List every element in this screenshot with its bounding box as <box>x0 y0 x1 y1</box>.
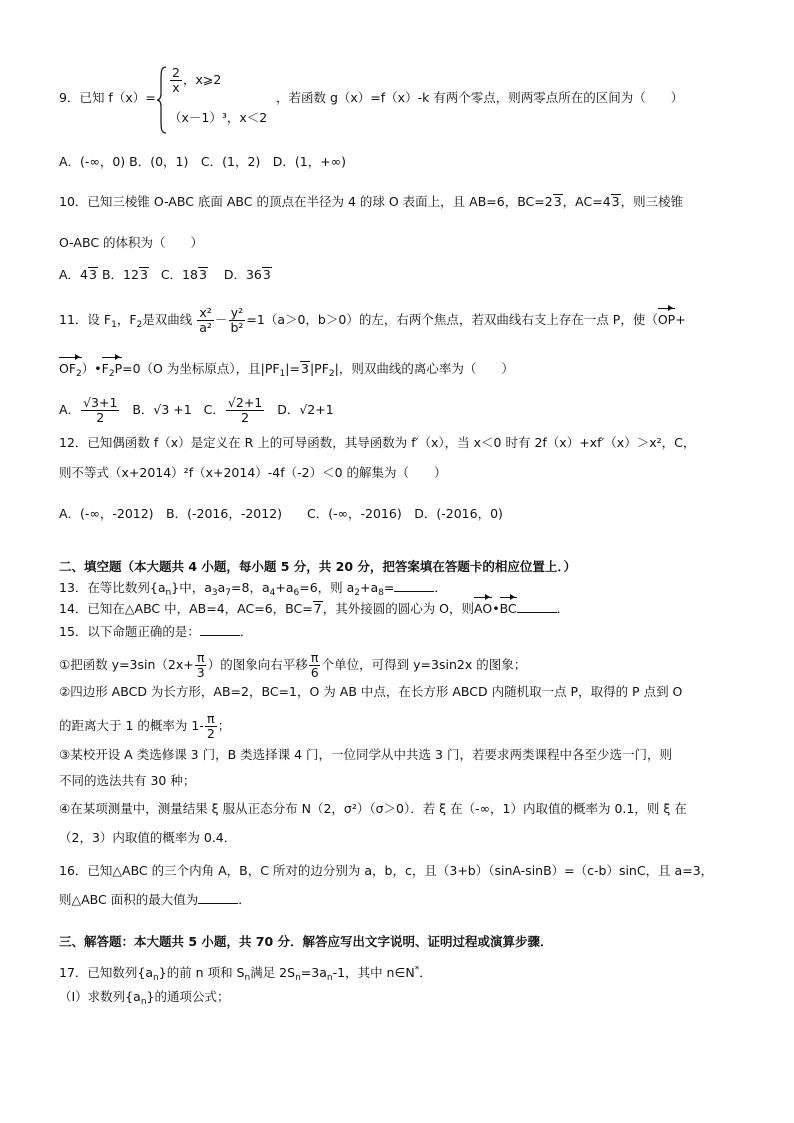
q10-opt-b: B．12 <box>101 267 139 282</box>
vector-ao: AO <box>474 601 493 616</box>
q9-piece2: （x－1）³，x＜2 <box>169 110 268 125</box>
sub-7: 7 <box>225 588 232 598</box>
sub-2: 2 <box>328 369 335 379</box>
q11-lead: 11．设 F <box>59 312 112 327</box>
frac-y2: y² <box>230 305 244 320</box>
q11-options <box>59 396 334 425</box>
sqrt-7: 7 <box>313 601 322 616</box>
q11-opt-d: D．√2+1 <box>277 402 334 417</box>
q13 <box>59 579 447 602</box>
frac-x2: x² <box>199 305 212 320</box>
q15-item1 <box>59 651 526 680</box>
q15-end: ． <box>239 624 253 639</box>
frac-pi: π <box>207 711 215 726</box>
q15-i1-a: ①把函数 y=3sin（2x+ <box>59 657 194 672</box>
q17-line2 <box>59 988 230 1011</box>
q10-opt-d: D．36 <box>223 267 262 282</box>
q17-f: ． <box>419 965 432 980</box>
q9-lead: 9．已知 f（x）= <box>59 90 156 105</box>
q17-g: }的通项公式； <box>146 989 230 1004</box>
q11-minus: － <box>214 312 228 327</box>
q15-item2-line1: ②四边形 ABCD 为长方形，AB=2，BC=1，O 为 AB 中点，在长方形 ABCD 内随机取一点 P，取得的 P 点到 O <box>59 684 683 699</box>
q16-line2-text: 则△ABC 面积的最大值为 <box>59 892 199 907</box>
answer-blank[interactable] <box>517 600 557 613</box>
q10-line1 <box>59 193 683 211</box>
frac-b2: b² <box>230 320 244 335</box>
sub-n: n <box>153 973 159 983</box>
sqrt-3: 3 <box>262 267 271 282</box>
frac-2: 2 <box>206 726 215 741</box>
q17-c: 满足 2S <box>250 965 296 980</box>
q11-opt-a-den: 2 <box>96 410 105 425</box>
q12-line1: 12．已知偶函数 f（x）是定义在 R 上的可导函数，其导函数为 f′（x），当 x＜0 时有 2f（x）+xf′（x）＞x²，C， <box>59 435 696 450</box>
vector-bc: BC <box>499 601 517 616</box>
sub-n: n <box>140 997 147 1007</box>
q17-e: -1，其中 n∈N <box>332 965 415 980</box>
q11-opt-b: B．√3 +1 <box>132 402 192 417</box>
q17-d: =3a <box>300 965 327 980</box>
of-text: OF <box>59 361 77 376</box>
q13-d: =8，a <box>231 580 270 595</box>
q15-item4-line2: （2，3）内取值的概率为 0.4． <box>59 830 237 845</box>
q14-dot: • <box>492 601 500 616</box>
q15-i2-a: 的距离大于 1 的概率为 1- <box>59 718 204 733</box>
q13-b: }中，a <box>171 580 212 595</box>
sub-2: 2 <box>136 320 143 330</box>
q11-line2 <box>59 360 514 383</box>
q13-f: =6，则 a <box>299 580 355 595</box>
q13-c: a <box>217 580 226 595</box>
q9-options: A．(-∞，0) B．(0，1) C．(1，2) D．(1，+∞) <box>59 154 346 169</box>
answer-blank[interactable] <box>200 623 240 636</box>
q16-end: ． <box>238 892 251 907</box>
q12-line2: 则不等式（x+2014）²f（x+2014）-4f（-2）＜0 的解集为（ ） <box>59 465 447 480</box>
q17-b: }的前 n 项和 S <box>158 965 245 980</box>
sub-n: n <box>326 973 333 983</box>
q11-rest: =1（a＞0，b＞0）的左，右两个焦点，若双曲线右支上存在一点 P，使（ <box>246 312 658 327</box>
f-text: F <box>101 361 109 376</box>
q11-opt-a-num: √3+1 <box>83 395 118 410</box>
frac-a2: a² <box>199 320 212 335</box>
sqrt-3: 3 <box>89 267 97 282</box>
sup-star: * <box>414 965 420 975</box>
answer-blank[interactable] <box>198 891 238 904</box>
frac-6: 6 <box>310 665 319 680</box>
q11-eq: |= <box>285 361 300 376</box>
q17-line1 <box>59 961 432 987</box>
q10-options <box>59 266 272 284</box>
q10-opt-c: C．18 <box>160 267 198 282</box>
pf1-text: PF <box>264 361 280 376</box>
q14-end: ． <box>556 601 570 616</box>
sub-n: n <box>165 588 172 598</box>
answer-blank[interactable] <box>394 579 434 592</box>
q10-part1: 10．已知三棱锥 O-ABC 底面 ABC 的顶点在半径为 4 的球 O 表面上，且 AB=6，BC=2 <box>59 194 553 209</box>
q10-opt-a: A．4 <box>59 267 89 282</box>
q11-line1 <box>59 306 686 335</box>
q15-i2-b: ； <box>217 718 231 733</box>
q16-line2 <box>59 891 251 909</box>
q12-options: A．(-∞，-2012) B．(-2016，-2012) C．(-∞，-2016) D．(-2016，0) <box>59 506 503 521</box>
q10-line2: O-ABC 的体积为（ ） <box>59 235 204 250</box>
q9-piece1-cond: ，x⩾2 <box>182 72 222 87</box>
q10-part3: ，则三棱锥 <box>620 194 684 209</box>
q17-a: 17．已知数列{a <box>59 965 154 980</box>
sqrt-3: 3 <box>300 361 309 376</box>
vector-of2 <box>59 360 82 383</box>
q11-opt-c-den: 2 <box>241 410 250 425</box>
q11-cond: =0（O 为坐标原点），且| <box>122 361 265 376</box>
q9-tail: ，若函数 g（x）=f（x）-k 有两个零点，则两零点所在的区间为（ ） <box>276 90 684 105</box>
frac-pi: π <box>310 650 319 665</box>
section3-heading: 三、解答题：本大题共 5 小题，共 70 分．解答应写出文字说明、证明过程或演算步骤． <box>59 934 553 949</box>
sqrt-3: 3 <box>611 194 620 209</box>
vector-f2p <box>102 360 122 383</box>
sub-2: 2 <box>108 369 115 379</box>
sub-n: n <box>295 973 301 983</box>
q16-line1: 16．已知△ABC 的三个内角 A，B，C 所对的边分别为 a，b，c，且（3+b）（sinA-sinB）=（c-b）sinC，且 a=3， <box>59 863 714 878</box>
sub-2: 2 <box>76 369 82 379</box>
sub-1: 1 <box>111 320 117 330</box>
q11-opt-a-label: A． <box>59 402 81 417</box>
q11-opt-c-label: C． <box>203 402 225 417</box>
q15-lead: 15．以下命题正确的是： <box>59 624 200 639</box>
frac-3: 3 <box>196 665 205 680</box>
q15-item4-line1: ④在某项测量中，测量结果 ξ 服从正态分布 N（2，σ²）（σ＞0）．若 ξ 在（-∞，1）内取值的概率为 0.1，则 ξ 在 <box>59 801 687 816</box>
q15-lead-line <box>59 623 252 641</box>
sub-6: 6 <box>293 588 300 598</box>
q13-a: 13．在等比数列{a <box>59 580 166 595</box>
q15-item3-line1: ③某校开设 A 类选修课 3 门，B 类选择课 4 门，一位同学从中共选 3 门，若要求两类课程中各至少选一门，则 <box>59 747 672 762</box>
vector-op: OP <box>657 312 676 327</box>
pf2-text: PF <box>314 361 329 376</box>
q15-i1-b: ）的图象向右平移 <box>207 657 308 672</box>
q14 <box>59 600 569 618</box>
sqrt-3: 3 <box>139 267 148 282</box>
q13-h: = <box>383 580 395 595</box>
q11-bar: | <box>309 361 315 376</box>
q11-comma: ，F <box>116 312 137 327</box>
q14-a: 14．已知在△ABC 中，AB=4，AC=6，BC= <box>59 601 313 616</box>
q13-g: +a <box>360 580 379 595</box>
q9-frac-den: x <box>172 80 180 95</box>
sub-8: 8 <box>378 588 384 598</box>
q11-dot: ）• <box>81 361 102 376</box>
q13-e: +a <box>275 580 294 595</box>
sub-n: n <box>244 973 251 983</box>
q10-part2: ，AC=4 <box>562 194 611 209</box>
sub-1: 1 <box>279 369 286 379</box>
q11-mid: 是双曲线 <box>142 312 193 327</box>
q15-i1-c: 个单位，可得到 y=3sin2x 的图象； <box>321 657 527 672</box>
q15-item2-line2 <box>59 712 230 741</box>
sqrt-3: 3 <box>553 194 562 209</box>
q15-item3-line2: 不同的选法共有 30 种； <box>59 773 196 788</box>
sub-3: 3 <box>211 588 218 598</box>
q13-end: ． <box>434 580 447 595</box>
q9-piece1 <box>169 66 221 95</box>
q11-ask: |，则双曲线的离心率为（ ） <box>334 361 514 376</box>
q14-b: ，其外接圆的圆心为 O，则 <box>322 601 475 616</box>
sub-4: 4 <box>269 588 276 598</box>
frac-pi: π <box>196 650 205 665</box>
sqrt-3: 3 <box>198 267 207 282</box>
left-brace-icon <box>157 66 167 134</box>
q11-opt-c-num: √2+1 <box>227 395 263 410</box>
section2-heading: 二、填空题（本大题共 4 小题，每小题 5 分，共 20 分，把答案填在答题卡的相应位置上．） <box>59 559 577 574</box>
q11-plus: + <box>675 312 686 327</box>
q9-frac-num: 2 <box>172 65 180 80</box>
q17-i: （Ⅰ）求数列{a <box>59 989 141 1004</box>
p-text: P <box>114 361 123 376</box>
sub-2: 2 <box>354 588 361 598</box>
